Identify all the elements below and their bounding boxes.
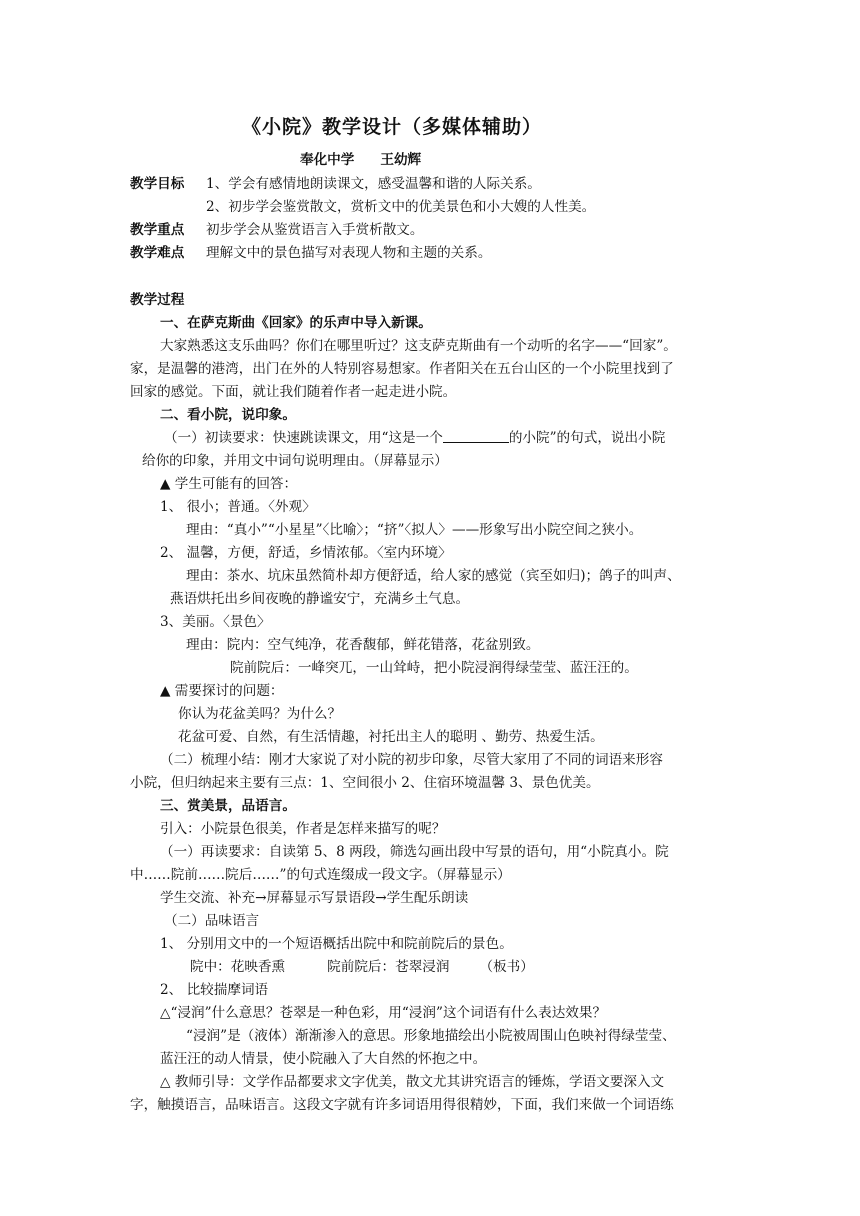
summary-line: （二）梳理小结：刚才大家说了对小院的初步印象，尽管大家用了不同的词语来形容 (160, 752, 663, 768)
task-2: 2、 比较揣摩词语 (160, 982, 269, 998)
process-label: 教学过程 (130, 292, 185, 308)
answer-2-reason-cont: 燕语烘托出乡间夜晚的静谧安宁，充满乡土气息。 (170, 591, 470, 607)
word-question: △“浸润”什么意思？苍翠是一种色彩，用“浸润”这个词语有什么表达效果？ (160, 1005, 607, 1021)
diff-label: 教学难点 (130, 245, 185, 261)
task-1: 1、 分别用文中的一个短语概括出院中和院前院后的景色。 (160, 936, 513, 952)
front-back-phrase: 院前院后：苍翠浸润 (327, 959, 450, 975)
answer-1: 1、 很小；普通。〈外观〉 (160, 499, 316, 515)
section-2-heading: 二、看小院，说印象。 (160, 407, 296, 423)
answer-2: 2、 温馨，方便，舒适，乡情浓郁。〈室内环境〉 (160, 545, 452, 561)
goal-1: 1、学会有感情地朗读课文，感受温馨和谐的人际关系。 (206, 176, 541, 192)
section-1-heading: 一、在萨克斯曲《回家》的乐声中导入新课。 (160, 315, 432, 331)
language-tasting-label: （二）品味语言 (164, 913, 260, 929)
summary-line: 小院，但归纳起来主要有三点：1、空间很小 2、住宿环境温馨 3、景色优美。 (130, 775, 600, 791)
task-1-answers (190, 957, 534, 977)
requirement-continuation: 给你的印象，并用文中词句说明理由。（屏幕显示） (142, 453, 448, 469)
author-line (300, 150, 421, 170)
diff-text: 理解文中的景色描写对表现人物和主题的关系。 (206, 245, 492, 261)
discussion-answer: 花盆可爱、自然，有生活情趣，衬托出主人的聪明 、勤劳、热爱生活。 (178, 729, 604, 745)
answer-3: 3、美丽。〈景色〉 (160, 614, 271, 630)
answers-label: ▲ 学生可能有的回答： (160, 476, 298, 492)
goals-label: 教学目标 (130, 176, 185, 192)
key-label: 教学重点 (130, 222, 185, 238)
requirement-text: （一）初读要求：快速跳读课文，用“这是一个 (164, 430, 443, 446)
activity-flow: 学生交流、补充→屏幕显示写景语段→学生配乐朗读 (160, 890, 469, 906)
second-reading-requirement: （一）再读要求：自读第 5、8 两段，筛选勾画出段中写景的语句，用“小院真小。院 (160, 844, 669, 860)
word-answer: “浸润”是（液体）渐渐渗入的意思。形象地描绘出小院被周围山色映衬得绿莹莹、 (186, 1028, 676, 1044)
section-3-intro: 引入：小院景色很美，作者是怎样来描写的呢？ (160, 821, 446, 837)
requirement-text: 的小院”的句式，说出小院 (508, 430, 666, 446)
answer-1-reason: 理由：“真小”“小星星”〈比喻〉；“挤”〈拟人〉——形象写出小院空间之狭小。 (186, 522, 643, 538)
section-3-heading: 三、赏美景，品语言。 (160, 798, 296, 814)
teacher-guide: △ 教师引导：文学作品都要求文字优美，散文尤其讲究语言的锤炼，学语文要深入文 (160, 1074, 665, 1090)
section-1-para-line: 回家的感觉。下面，就让我们随着作者一起走进小院。 (130, 384, 457, 400)
first-reading-requirement (164, 428, 665, 448)
author-school: 奉化中学 (300, 152, 355, 168)
author-name: 王幼辉 (380, 152, 422, 168)
key-text: 初步学会从鉴赏语言入手赏析散文。 (206, 222, 424, 238)
section-1-para-line: 家，是温馨的港湾，出门在外的人特别容易想家。作者阳关在五台山区的一个小院里找到了 (130, 361, 674, 377)
blackboard-note: （板书） (479, 959, 534, 975)
goal-2: 2、初步学会鉴赏散文，赏析文中的优美景色和小大嫂的人性美。 (206, 199, 596, 215)
document-title: 《小院》教学设计（多媒体辅助） (242, 116, 543, 138)
discussion-label: ▲ 需要探讨的问题： (160, 683, 284, 699)
word-answer-cont: 蓝汪汪的动人情景，使小院融入了大自然的怀抱之中。 (160, 1051, 487, 1067)
discussion-question: 你认为花盆美吗？为什么？ (178, 706, 342, 722)
section-1-para-line: 大家熟悉这支乐曲吗？你们在哪里听过？这支萨克斯曲有一个动听的名字——“回家”。 (160, 338, 677, 354)
answer-3-reason-cont: 院前院后：一峰突兀，一山耸峙，把小院浸润得绿莹莹、蓝汪汪的。 (230, 660, 638, 676)
blank-underline (443, 428, 509, 443)
second-reading-requirement-cont: 中……院前……院后……”的句式连缀成一段文字。（屏幕显示） (130, 867, 511, 883)
courtyard-phrase: 院中：花映香熏 (190, 959, 286, 975)
answer-2-reason: 理由：茶水、坑床虽然简朴却方便舒适，给人家的感觉（宾至如归)；鸽子的叫声、 (186, 568, 681, 584)
teacher-guide-cont: 字，触摸语言，品味语言。这段文字就有许多词语用得很精妙，下面，我们来做一个词语练 (130, 1097, 674, 1113)
answer-3-reason: 理由：院内：空气纯净，花香馥郁，鲜花错落，花盆别致。 (186, 637, 540, 653)
